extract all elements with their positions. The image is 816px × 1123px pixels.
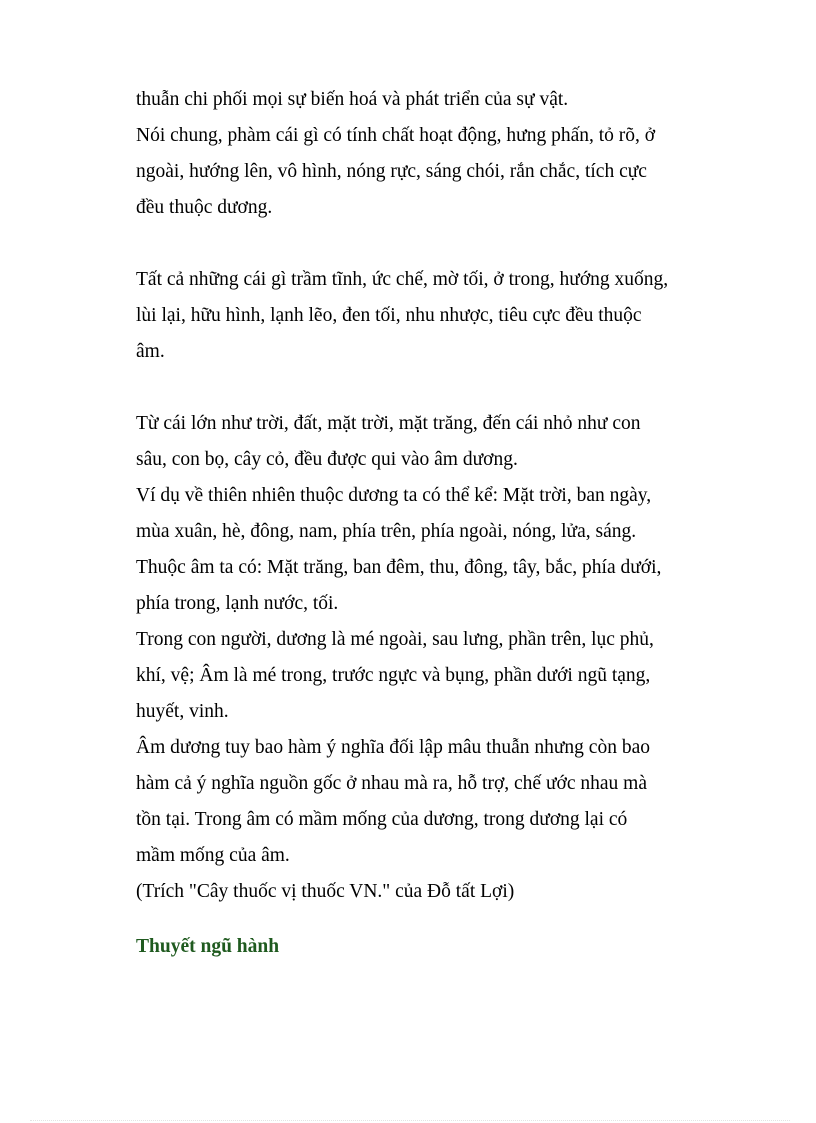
text-line: hàm cả ý nghĩa nguồn gốc ở nhau mà ra, hỗ trợ, chế ước nhau mà	[136, 773, 647, 794]
text-line: ngoài, hướng lên, vô hình, nóng rực, sáng chói, rắn chắc, tích cực	[136, 161, 647, 182]
page-bottom-divider	[30, 1120, 790, 1121]
text-line: âm.	[136, 341, 165, 362]
text-line: Trong con người, dương là mé ngoài, sau lưng, phần trên, lục phủ,	[136, 629, 654, 650]
section-heading: Thuyết ngũ hành	[136, 936, 280, 957]
text-line: huyết, vinh.	[136, 701, 229, 722]
text-line: Từ cái lớn như trời, đất, mặt trời, mặt trăng, đến cái nhỏ như con	[136, 413, 641, 434]
text-line: sâu, con bọ, cây cỏ, đều được qui vào âm dương.	[136, 449, 518, 470]
text-line: Nói chung, phàm cái gì có tính chất hoạt động, hưng phấn, tỏ rõ, ở	[136, 125, 656, 146]
text-line: mầm mống của âm.	[136, 845, 290, 866]
text-line: Ví dụ về thiên nhiên thuộc dương ta có thể kể: Mặt trời, ban ngày,	[136, 485, 652, 506]
text-line: lùi lại, hữu hình, lạnh lẽo, đen tối, nhu nhược, tiêu cực đều thuộc	[136, 305, 642, 326]
text-line: khí, vệ; Âm là mé trong, trước ngực và bụng, phần dưới ngũ tạng,	[136, 665, 651, 686]
text-line: phía trong, lạnh nước, tối.	[136, 593, 339, 614]
text-line: mùa xuân, hè, đông, nam, phía trên, phía ngoài, nóng, lửa, sáng.	[136, 521, 637, 542]
text-line: Tất cả những cái gì trầm tĩnh, ức chế, mờ tối, ở trong, hướng xuống,	[136, 269, 669, 290]
text-line: Thuộc âm ta có: Mặt trăng, ban đêm, thu, đông, tây, bắc, phía dưới,	[136, 557, 662, 578]
text-line: Âm dương tuy bao hàm ý nghĩa đối lập mâu thuẫn nhưng còn bao	[136, 737, 650, 758]
text-line: tồn tại. Trong âm có mầm mống của dương, trong dương lại có	[136, 809, 628, 830]
citation-line: (Trích "Cây thuốc vị thuốc VN." của Đỗ tất Lợi)	[136, 881, 515, 902]
text-line: thuẫn chi phối mọi sự biến hoá và phát triển của sự vật.	[136, 89, 569, 110]
text-line: đều thuộc dương.	[136, 197, 273, 218]
